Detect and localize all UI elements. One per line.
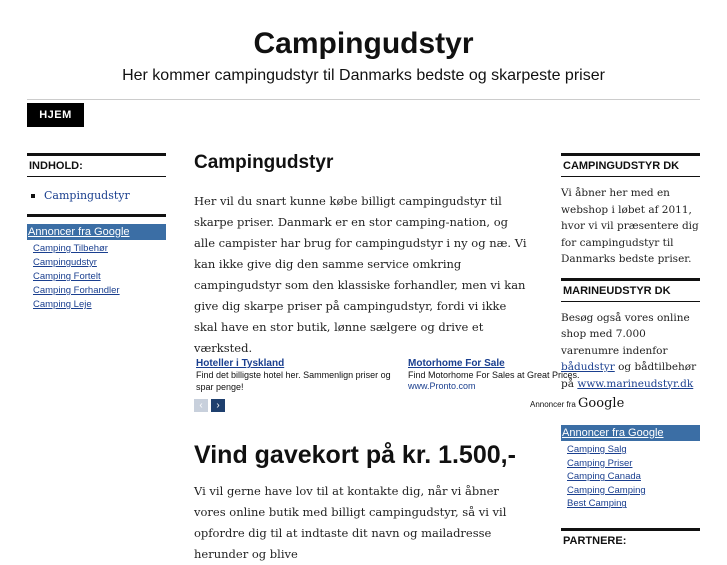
list-item	[31, 189, 166, 202]
ad-url[interactable]: www.Pronto.com	[408, 381, 476, 391]
section-heading-campingudstyr-dk: CAMPINGUDSTYR DK	[563, 160, 680, 172]
partners-heading: PARTNERE:	[563, 535, 627, 547]
intro-paragraph: Her vil du snart kunne købe billigt campingudstyr til skarpe priser. Danmark er en stor camping-nation, og alle campister har brug for campingudstyr i ny og næ. Vi kan ikke give dig den samme service omkring campingudstyr som den klassiske forhandler, men vi kan give dig skarpe priser på campingudstyr, fordi vi ikke skal have en stor butik, lønne sælgere og drive et værksted.	[194, 194, 527, 355]
section-heading-marineudstyr-dk: MARINEUDSTYR DK	[563, 284, 671, 297]
ad-link-camping-tilbehor[interactable]: Camping Tilbehør	[33, 243, 108, 254]
google-badge-prefix: Annoncer fra	[530, 400, 576, 409]
ad-link-camping-priser[interactable]: Camping Priser	[567, 457, 633, 469]
chevron-right-icon[interactable]: ›	[211, 399, 225, 412]
header-divider	[27, 99, 700, 100]
google-ads-list	[27, 240, 166, 312]
ad-link-camping-camping[interactable]: Camping Camping	[567, 484, 646, 496]
link-marineudstyr[interactable]: www.marineudstyr.dk	[577, 377, 694, 390]
google-ads-header-link[interactable]: Annoncer fra Google	[27, 224, 166, 240]
nav-home-tab[interactable]: HJEM	[27, 103, 84, 127]
partners-section	[561, 528, 700, 551]
section-text-campingudstyr-dk: Vi åbner her med en webshop i løbet af 2011, hvor vi vil præsentere dig for campingudstyr til Danmarks bedste priser.	[561, 187, 699, 265]
contents-heading: INDHOLD:	[29, 160, 83, 172]
marine-text-a: Besøg også vores online shop med 7.000 varenumre indenfor	[561, 311, 690, 357]
site-title[interactable]: Campingudstyr	[253, 27, 474, 60]
ad-title-motorhome[interactable]: Motorhome For Sale	[408, 358, 505, 369]
marine-text-b: og bådtilbehør på	[561, 361, 697, 390]
bullet-icon	[31, 194, 35, 198]
toc-link-campingudstyr[interactable]: Campingudstyr	[44, 189, 130, 202]
google-ads-badge[interactable]	[530, 396, 624, 411]
google-ads-header-link[interactable]: Annoncer fra Google	[561, 425, 700, 441]
left-sidebar	[27, 153, 166, 312]
ad-link-campingudstyr[interactable]: Campingudstyr	[33, 257, 97, 268]
right-sidebar	[561, 153, 700, 402]
ad-title-hotels[interactable]: Hoteller i Tyskland	[196, 358, 285, 369]
ad-description: Find Motorhome For Sales at Great Prices.	[408, 370, 580, 380]
giveaway-paragraph: Vi vil gerne have lov til at kontakte dig, når vi åbner vores online butik med billigt campingudstyr, så vi vil opfordre dig til at indtaste dit navn og mailadresse herunder og blive	[194, 484, 507, 561]
main-content	[194, 152, 530, 174]
ad-link-camping-canada[interactable]: Camping Canada	[567, 471, 641, 483]
ad-description: Find det billigste hotel her. Sammenlign priser og spar penge!	[196, 370, 391, 392]
ad-link-camping-fortelt[interactable]: Camping Fortelt	[33, 271, 101, 282]
section-text-marineudstyr-dk	[561, 302, 700, 403]
ad-pager	[194, 399, 225, 412]
google-ads-list	[561, 441, 700, 511]
link-badudstyr[interactable]: bådudstyr	[561, 361, 615, 373]
ad-block-hotels	[196, 358, 404, 393]
site-tagline: Her kommer campingudstyr til Danmarks bedste og skarpeste priser	[122, 67, 605, 84]
chevron-left-icon[interactable]: ‹	[194, 399, 208, 412]
ad-link-best-camping[interactable]: Best Camping	[567, 498, 627, 510]
contents-list	[27, 177, 166, 214]
ad-link-camping-salg[interactable]: Camping Salg	[567, 444, 627, 455]
sidebar-divider	[27, 214, 166, 217]
google-logo-text: Google	[578, 396, 625, 411]
right-google-ads	[561, 425, 700, 511]
post-title[interactable]: Campingudstyr	[194, 152, 334, 173]
ad-link-camping-leje[interactable]: Camping Leje	[33, 299, 92, 310]
ad-link-camping-forhandler[interactable]: Camping Forhandler	[33, 285, 120, 296]
giveaway-heading: Vind gavekort på kr. 1.500,-	[194, 441, 516, 469]
